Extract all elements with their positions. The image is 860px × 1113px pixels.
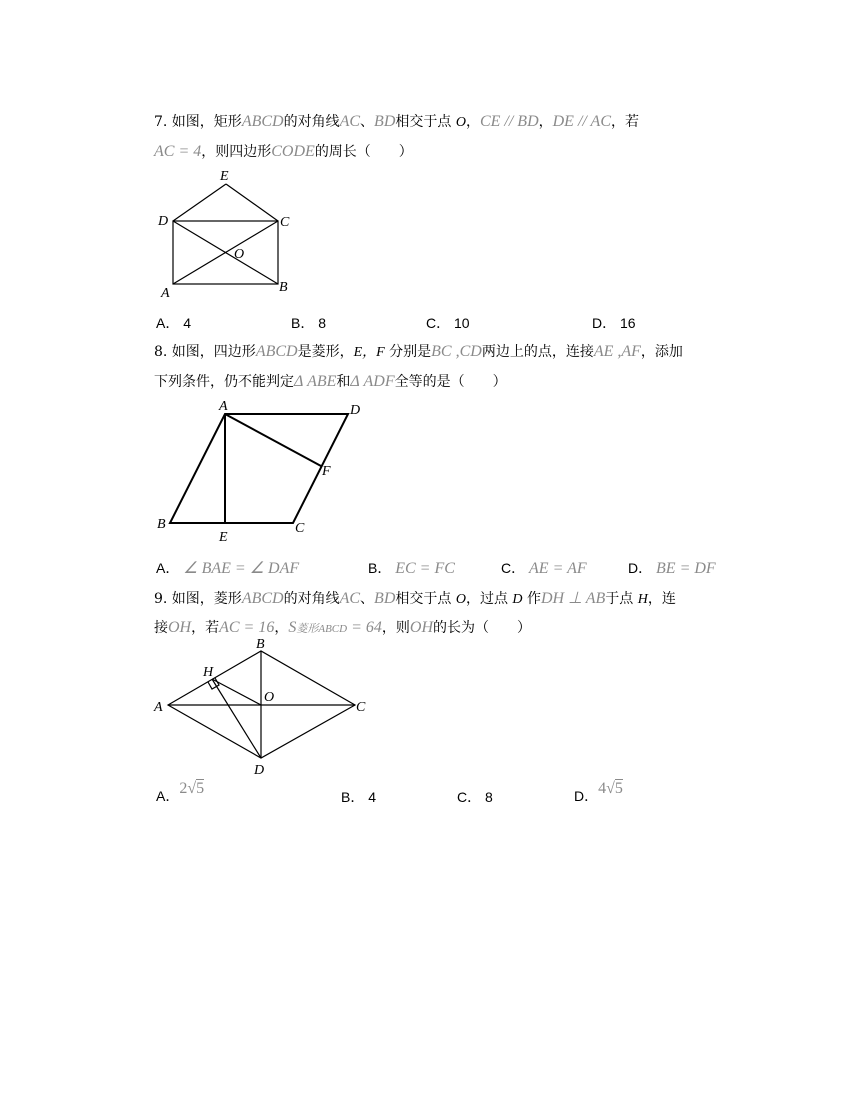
q9-label-c: C (356, 700, 366, 715)
q9-label-a: A (154, 700, 163, 715)
q7-label-e: E (220, 169, 229, 184)
q7-label-d: D (158, 214, 169, 229)
q7-stem-line1: 7. 如图，矩形ABCD的对角线AC、BD相交于点 O，CE // BD，DE // AC，若 (154, 113, 639, 130)
q9-option-a[interactable]: A．2√5 (156, 780, 205, 804)
q8-option-d[interactable]: D． BE = DF (628, 560, 716, 577)
q7-label-o: O (234, 247, 245, 262)
q9-label-h: H (203, 665, 214, 680)
q7-option-d[interactable]: D． 16 (592, 315, 636, 331)
q8-stem-line1: 8. 如图，四边形ABCD是菱形，E，F 分别是BC ,CD两边上的点，连接AE ,AF，添加 (154, 343, 683, 360)
q9-stem-line1: 9. 如图，菱形ABCD的对角线AC、BD相交于点 O，过点 D 作DH ⊥ AB于点 H，连 (154, 590, 676, 607)
q7-option-c[interactable]: C． 10 (426, 315, 470, 331)
q9-label-o: O (264, 690, 275, 705)
q8-stem-line2: 下列条件，仍不能判定Δ ABE和Δ ADF全等的是（ ） (154, 373, 507, 390)
q9-segment-oh (212, 679, 261, 705)
q8-label-d: D (350, 403, 361, 418)
q8-option-c[interactable]: C． AE = AF (501, 560, 587, 577)
q7-label-c: C (280, 215, 290, 230)
q8-option-b[interactable]: B． EC = FC (368, 560, 455, 577)
q9-segment-dh (212, 679, 261, 758)
q8-label-e: E (219, 530, 228, 545)
q9-label-d: D (254, 763, 265, 778)
q9-option-b[interactable]: B． 4 (341, 789, 377, 805)
q8-option-a[interactable]: A． ∠ BAE = ∠ DAF (156, 560, 300, 577)
q8-label-b: B (157, 517, 166, 532)
q8-label-f: F (322, 464, 331, 479)
q7-option-a[interactable]: A． 4 (156, 315, 192, 331)
q8-label-a: A (219, 399, 228, 414)
q7-stem-line2: AC = 4，则四边形CODE的周长（ ） (154, 143, 413, 160)
q9-label-b: B (256, 637, 265, 652)
q8-label-c: C (295, 521, 305, 536)
q7-label-b: B (279, 280, 288, 295)
q9-option-d[interactable]: D．4√5 (574, 780, 623, 804)
q7-option-b[interactable]: B． 8 (291, 315, 327, 331)
q9-option-c[interactable]: C． 8 (457, 789, 493, 805)
q7-label-a: A (161, 286, 170, 301)
q9-stem-line2: 接OH，若AC = 16，S菱形ABCD = 64，则OH的长为（ ） (154, 619, 531, 636)
